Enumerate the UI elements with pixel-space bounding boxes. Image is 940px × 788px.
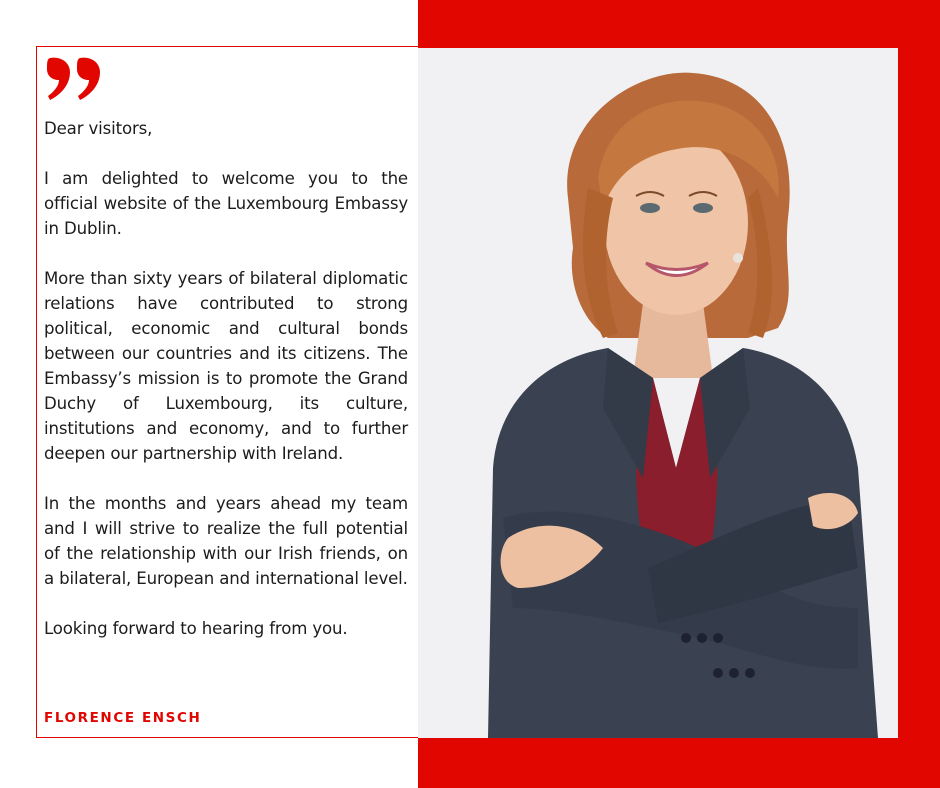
letter-signature: FLORENCE ENSCH [44,710,202,726]
letter-paragraph-future: In the months and years ahead my team and I will strive to realize the full potential of the relationship with our Irish friends, on a bilateral, European and international level. [44,494,408,588]
portrait-photo [418,48,898,738]
letter-greeting: Dear visitors, [44,119,153,138]
letter-paragraph-welcome: I am delighted to welcome you to the official website of the Luxembourg Embassy in Dublin. [44,169,408,238]
letter-body [44,116,408,641]
quote-icon [46,56,104,102]
letter-closing: Looking forward to hearing from you. [44,619,348,638]
portrait-illustration [418,48,898,738]
letter-paragraph-relations: More than sixty years of bilateral diplomatic relations have contributed to strong political, economic and cultural bonds between our countries and its citizens. The Embassy’s mission is to promote the Grand Duchy of Luxembourg, its culture, institutions and economy, and to further deepen our partnership with Ireland. [44,269,408,463]
